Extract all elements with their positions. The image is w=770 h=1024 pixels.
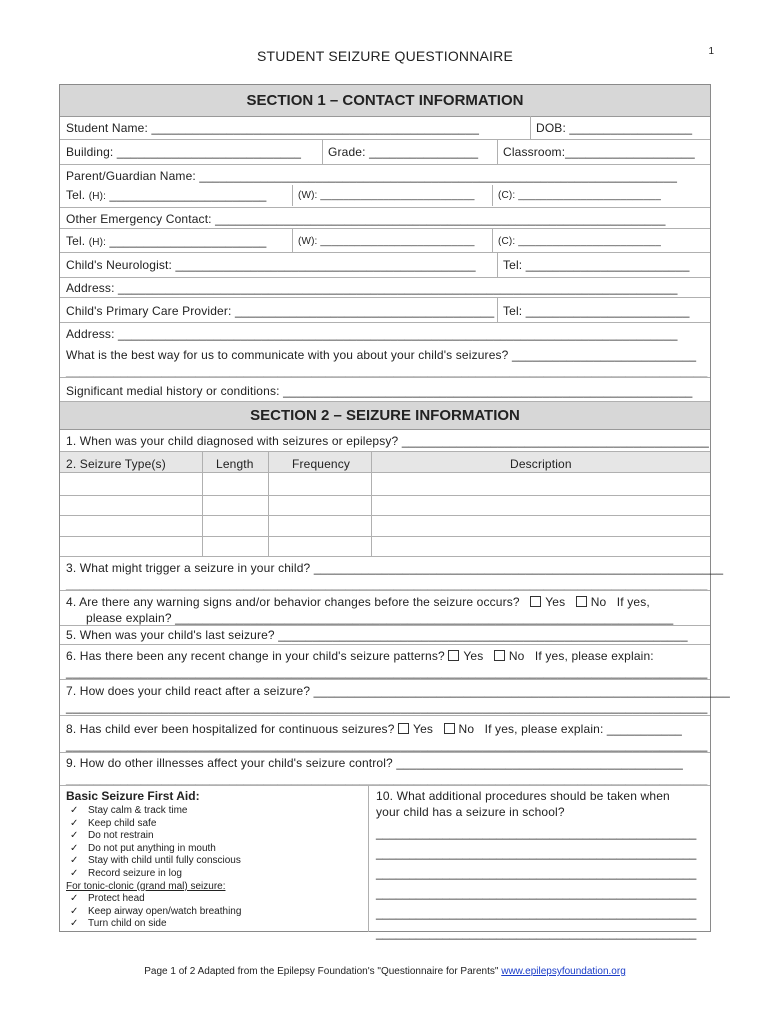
q6-yes-checkbox[interactable] — [448, 650, 459, 661]
first-aid-item — [66, 868, 362, 881]
student-name-field[interactable]: Student Name: ________________________________________________ — [66, 121, 480, 135]
divider — [268, 451, 269, 556]
emergency-tel-cell-field[interactable]: (C): _________________________ — [498, 236, 661, 247]
primary-care-tel-field[interactable]: Tel: ________________________ — [503, 304, 690, 318]
q9-answer-line[interactable]: ______________________________________________________________________________________________ — [66, 772, 708, 786]
q10-answer-line[interactable]: ________________________________________________ — [376, 826, 697, 840]
q5-last-seizure-field[interactable]: 5. When was your child's last seizure? ____________________________________________________________ — [66, 628, 688, 642]
home-line: _______________________ — [109, 188, 267, 202]
divider — [60, 207, 710, 208]
tonic-clonic-item-label: Protect head — [88, 893, 145, 905]
divider — [322, 139, 323, 164]
divider — [497, 252, 498, 277]
q4-tail: If yes, — [616, 595, 650, 609]
first-aid-heading: Basic Seizure First Aid: — [66, 789, 200, 803]
checkmark-icon: ✓ — [70, 842, 79, 854]
table-row[interactable] — [60, 556, 710, 557]
q7-answer-line[interactable]: ______________________________________________________________________________________________ — [66, 700, 708, 714]
q10-box — [376, 789, 706, 943]
tel-label: Tel. — [66, 234, 86, 248]
q8-yes-label: Yes — [413, 722, 434, 736]
communicate-question[interactable]: What is the best way for us to communicate with you about your child's seizures? ___________________________ — [66, 348, 697, 362]
tonic-clonic-item — [66, 906, 362, 919]
q10-answer-line[interactable]: ________________________________________________ — [376, 886, 697, 900]
description-header: Description — [510, 457, 572, 471]
page-title: STUDENT SEIZURE QUESTIONNAIRE — [256, 48, 514, 64]
divider — [371, 451, 372, 556]
table-row[interactable] — [60, 515, 710, 516]
divider — [60, 752, 710, 753]
divider — [60, 228, 710, 229]
q6-yes-label: Yes — [463, 649, 484, 663]
q4-yes-checkbox[interactable] — [530, 596, 541, 607]
grade-field[interactable]: Grade: ________________ — [328, 145, 479, 159]
checkmark-icon: ✓ — [70, 918, 79, 930]
q4-no-checkbox[interactable] — [576, 596, 587, 607]
tonic-clonic-item — [66, 893, 362, 906]
first-aid-item-label: Record seizure in log — [88, 867, 182, 879]
q10-answer-lines — [376, 823, 706, 943]
tonic-clonic-item — [66, 918, 362, 931]
q8-no-checkbox[interactable] — [444, 723, 455, 734]
q6-no-checkbox[interactable] — [494, 650, 505, 661]
first-aid-item-label: Do not put anything in mouth — [88, 842, 216, 854]
q4-text: 4. Are there any warning signs and/or behavior changes before the seizure occurs? — [66, 595, 520, 609]
divider — [202, 451, 203, 556]
checkmark-icon: ✓ — [70, 830, 79, 842]
q10-answer-line[interactable]: ________________________________________________ — [376, 866, 697, 880]
q9-illness-field[interactable]: 9. How do other illnesses affect your child's seizure control? __________________________________________ — [66, 756, 683, 770]
tonic-clonic-item-label: Turn child on side — [88, 918, 167, 930]
first-aid-item-label: Keep child safe — [88, 817, 157, 829]
divider — [497, 297, 498, 322]
neurologist-address-field[interactable]: Address: __________________________________________________________________________________ — [66, 281, 678, 295]
first-aid-item-label: Do not restrain — [88, 830, 154, 842]
classroom-field[interactable]: Classroom:___________________ — [503, 145, 695, 159]
q10-question-line1: 10. What additional procedures should be taken when — [376, 789, 670, 803]
building-field[interactable]: Building: ___________________________ — [66, 145, 302, 159]
tonic-clonic-heading: For tonic-clonic (grand mal) seizure: — [66, 880, 226, 892]
q8-yes-checkbox[interactable] — [398, 723, 409, 734]
checkmark-icon: ✓ — [70, 817, 79, 829]
q8-text: 8. Has child ever been hospitalized for continuous seizures? — [66, 722, 395, 736]
seizure-type-header: 2. Seizure Type(s) — [66, 457, 166, 471]
length-header: Length — [216, 457, 254, 471]
q8-answer-line[interactable]: ______________________________________________________________________________________________ — [66, 738, 708, 752]
q3-trigger-field[interactable]: 3. What might trigger a seizure in your child? ____________________________________________________________ — [66, 561, 724, 575]
home-line: _______________________ — [109, 234, 267, 248]
checkmark-icon: ✓ — [70, 893, 79, 905]
divider — [60, 252, 710, 253]
q8-tail: If yes, please explain: ___________ — [484, 722, 682, 736]
first-aid-box — [66, 789, 362, 931]
section1-heading: SECTION 1 – CONTACT INFORMATION — [60, 85, 710, 117]
divider — [368, 785, 369, 932]
tel-label: Tel. — [66, 188, 86, 202]
first-aid-item — [66, 855, 362, 868]
footer-text: Page 1 of 2 Adapted from the Epilepsy Foundation's "Questionnaire for Parents" — [144, 966, 499, 977]
q10-answer-line[interactable]: ________________________________________________ — [376, 906, 697, 920]
divider — [60, 644, 710, 645]
q8-no-label: No — [458, 722, 475, 736]
divider — [60, 715, 710, 716]
checkmark-icon: ✓ — [70, 867, 79, 879]
primary-care-field[interactable]: Child's Primary Care Provider: ______________________________________ — [66, 304, 495, 318]
divider — [60, 472, 710, 473]
divider — [60, 297, 710, 298]
frequency-header: Frequency — [292, 457, 351, 471]
q6-text: 6. Has there been any recent change in your child's seizure patterns? — [66, 649, 445, 663]
divider — [60, 322, 710, 323]
section2-heading: SECTION 2 – SEIZURE INFORMATION — [60, 402, 710, 430]
neurologist-tel-field[interactable]: Tel: ________________________ — [503, 258, 690, 272]
q6-pattern-change — [66, 649, 654, 663]
epilepsy-foundation-link[interactable]: www.epilepsyfoundation.org — [501, 966, 626, 977]
divider — [492, 185, 493, 206]
first-aid-item — [66, 830, 362, 843]
parent-guardian-field[interactable]: Parent/Guardian Name: ______________________________________________________________________ — [66, 169, 678, 183]
q4-no-label: No — [590, 595, 607, 609]
home-code: (H): — [88, 191, 107, 202]
divider — [60, 679, 710, 680]
divider — [530, 116, 531, 139]
tonic-clonic-item-label: Keep airway open/watch breathing — [88, 905, 242, 917]
emergency-contact-field[interactable]: Other Emergency Contact: __________________________________________________________________ — [66, 212, 666, 226]
questionnaire-form — [59, 84, 730, 940]
first-aid-list — [66, 805, 362, 881]
q4-yes-label: Yes — [545, 595, 566, 609]
communicate-answer-line[interactable]: ______________________________________________________________________________________________ — [66, 364, 708, 378]
q4-explain-field[interactable]: please explain? _________________________________________________________________________ — [86, 611, 674, 625]
q6-no-label: No — [508, 649, 525, 663]
divider — [60, 625, 710, 626]
divider — [292, 228, 293, 252]
q10-answer-line[interactable]: ________________________________________________ — [376, 846, 697, 860]
divider — [60, 277, 710, 278]
parent-tel-home-field[interactable] — [66, 188, 266, 202]
q6-tail: If yes, please explain: — [534, 649, 654, 663]
q10-question-line2: your child has a seizure in school? — [376, 805, 565, 819]
q4-warning-signs — [66, 595, 650, 609]
emergency-tel-work-field[interactable]: (W): ___________________________ — [298, 236, 475, 247]
primary-care-address-field[interactable]: Address: __________________________________________________________________________________ — [66, 327, 678, 341]
divider — [60, 590, 710, 591]
first-aid-item — [66, 805, 362, 818]
first-aid-item-label: Stay with child until fully conscious — [88, 855, 241, 867]
neurologist-field[interactable]: Child's Neurologist: ____________________________________________ — [66, 258, 476, 272]
divider — [60, 164, 710, 165]
page-number: 1 — [708, 46, 714, 57]
table-row[interactable] — [60, 536, 710, 537]
q1-diagnosed-field[interactable]: 1. When was your child diagnosed with seizures or epilepsy? _____________________________________________ — [66, 434, 709, 448]
first-aid-item — [66, 818, 362, 831]
q8-hospitalized — [66, 722, 682, 736]
q7-reaction-field[interactable]: 7. How does your child react after a seizure? _____________________________________________________________ — [66, 684, 730, 698]
table-row[interactable] — [60, 495, 710, 496]
first-aid-item-label: Stay calm & track time — [88, 805, 188, 816]
medical-history-field[interactable]: Significant medial history or conditions: ____________________________________________________________ — [66, 384, 693, 398]
divider — [492, 228, 493, 252]
divider — [292, 185, 293, 206]
emergency-tel-home-field[interactable] — [66, 234, 266, 248]
divider — [60, 785, 710, 786]
parent-tel-cell-field[interactable]: (C): _________________________ — [498, 190, 661, 201]
checkmark-icon: ✓ — [70, 805, 79, 816]
checkmark-icon: ✓ — [70, 855, 79, 867]
divider — [60, 377, 710, 378]
divider — [60, 139, 710, 140]
divider — [497, 139, 498, 164]
home-code: (H): — [88, 237, 107, 248]
page-footer — [0, 966, 770, 977]
checkmark-icon: ✓ — [70, 905, 79, 917]
q3-answer-line[interactable]: ______________________________________________________________________________________________ — [66, 577, 708, 591]
dob-field[interactable]: DOB: __________________ — [536, 121, 693, 135]
q6-answer-line[interactable]: ______________________________________________________________________________________________ — [66, 665, 708, 679]
parent-tel-work-field[interactable]: (W): ___________________________ — [298, 190, 475, 201]
tonic-clonic-list — [66, 893, 362, 931]
q10-answer-line[interactable]: ________________________________________________ — [376, 926, 697, 940]
first-aid-item — [66, 843, 362, 856]
